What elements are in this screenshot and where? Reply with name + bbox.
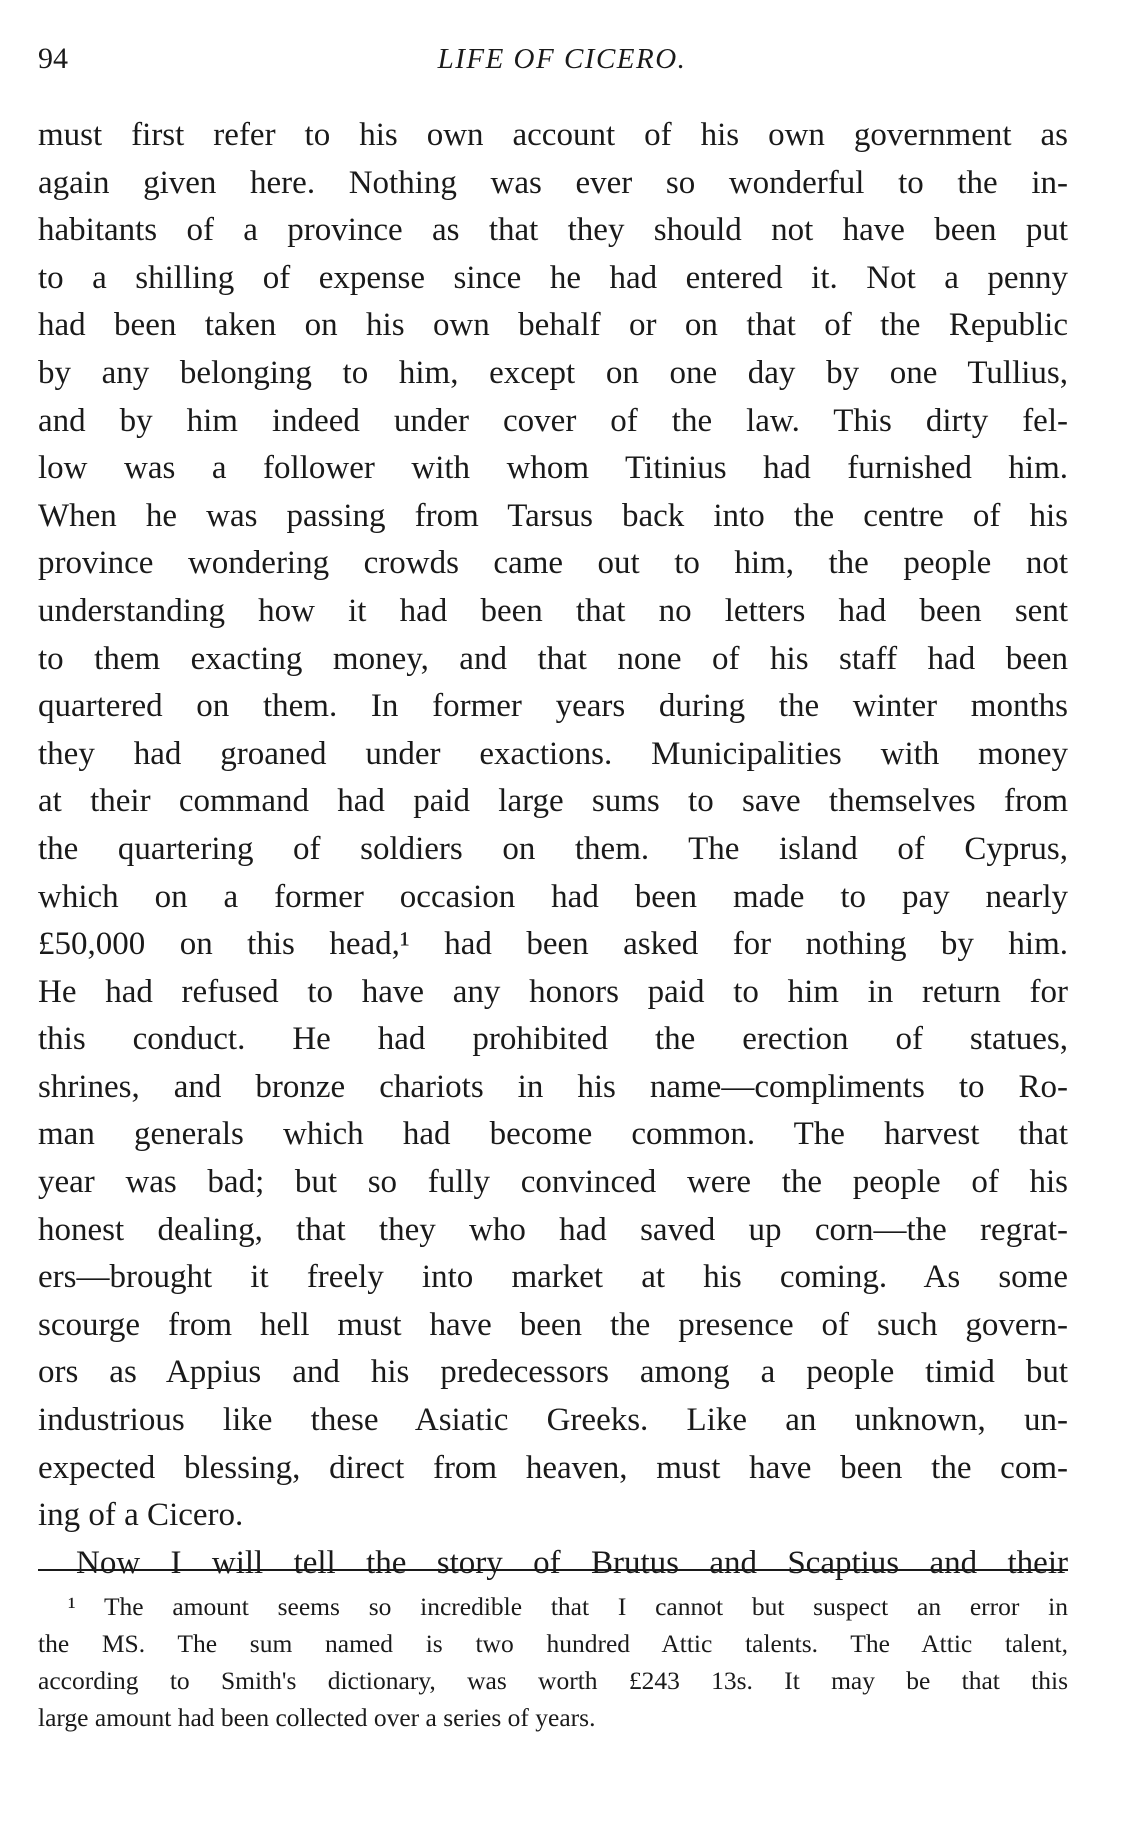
text-line: industrious like these Asiatic Greeks. Like an unknown, un- [38, 1402, 1068, 1439]
text-line: man generals which had become common. The harvest that [38, 1116, 1068, 1153]
footnote-line: ¹ The amount seems so incredible that I cannot but suspect an error in [68, 1592, 1068, 1621]
text-line: £50,000 on this head,¹ had been asked for nothing by him. [38, 926, 1068, 963]
text-line: province wondering crowds came out to him, the people not [38, 545, 1068, 582]
text-line: by any belonging to him, except on one day by one Tullius, [38, 354, 1068, 391]
text-line: scourge from hell must have been the presence of such govern- [38, 1306, 1068, 1343]
footnote-line: the MS. The sum named is two hundred Attic talents. The Attic talent, [38, 1629, 1068, 1658]
text-line: When he was passing from Tarsus back into the centre of his [38, 497, 1068, 534]
running-title: LIFE OF CICERO. [437, 43, 687, 75]
text-line: the quartering of soldiers on them. The island of Cyprus, [38, 830, 1068, 867]
text-line: ers—brought it freely into market at his coming. As some [38, 1259, 1068, 1296]
text-line: quartered on them. In former years during the winter months [38, 688, 1068, 725]
text-line: to a shilling of expense since he had entered it. Not a penny [38, 259, 1068, 296]
text-line: and by him indeed under cover of the law. This dirty fel- [38, 402, 1068, 439]
footnote [38, 1588, 1068, 1736]
text-line: must first refer to his own account of his own government as [38, 117, 1068, 153]
text-line: habitants of a province as that they should not have been put [38, 212, 1068, 249]
paragraph-start-line: Now I will tell the story of Brutus and Scaptius and their [76, 1544, 1068, 1581]
page-number: 94 [38, 42, 68, 75]
footnote-line: according to Smith's dictionary, was worth £243 13s. It may be that this [38, 1666, 1068, 1695]
text-line: ors as Appius and his predecessors among a people timid but [38, 1354, 1068, 1391]
paragraph-end-line: ing of a Cicero. [38, 1497, 244, 1534]
footnote-separator-rule [38, 1569, 1068, 1571]
text-line: this conduct. He had prohibited the erection of statues, [38, 1021, 1068, 1058]
text-line: He had refused to have any honors paid to him in return for [38, 973, 1068, 1010]
text-line: they had groaned under exactions. Municipalities with money [38, 735, 1068, 772]
text-line: low was a follower with whom Titinius had furnished him. [38, 450, 1068, 487]
text-line: expected blessing, direct from heaven, must have been the com- [38, 1449, 1068, 1486]
text-line: understanding how it had been that no letters had been sent [38, 592, 1068, 629]
footnote-line: large amount had been collected over a series of years. [38, 1703, 596, 1732]
text-line: year was bad; but so fully convinced were the people of his [38, 1164, 1068, 1201]
text-line: again given here. Nothing was ever so wonderful to the in- [38, 164, 1068, 201]
text-line: shrines, and bronze chariots in his name—compliments to Ro- [38, 1068, 1068, 1105]
text-line: to them exacting money, and that none of his staff had been [38, 640, 1068, 677]
text-line: which on a former occasion had been made to pay nearly [38, 878, 1068, 915]
text-line: at their command had paid large sums to save themselves from [38, 783, 1068, 820]
body-text [38, 112, 1068, 1587]
text-line: honest dealing, that they who had saved up corn—the regrat- [38, 1211, 1068, 1248]
text-line: had been taken on his own behalf or on that of the Republic [38, 307, 1068, 344]
